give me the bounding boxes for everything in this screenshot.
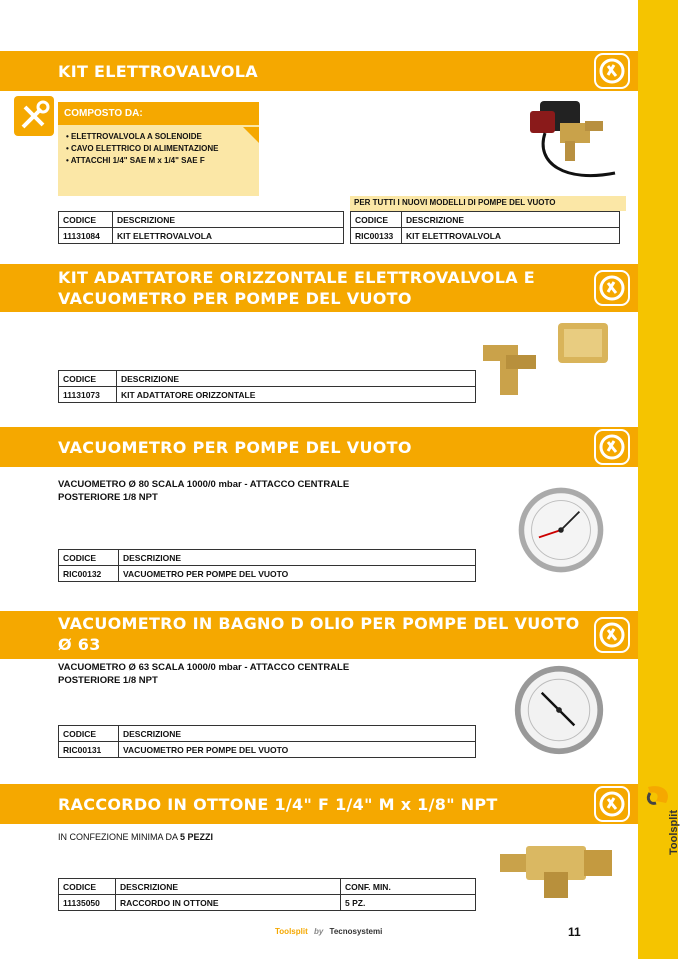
note-bold: 5 PEZZI bbox=[180, 832, 214, 842]
cell-codice: RIC00132 bbox=[59, 566, 119, 582]
solenoid-valve-image bbox=[515, 92, 625, 184]
section-title-1: KIT ELETTROVALVOLA bbox=[58, 62, 258, 81]
cell-descrizione: KIT ELETTROVALVOLA bbox=[113, 228, 344, 244]
cell-codice: 11131073 bbox=[59, 387, 117, 403]
section-band-2 bbox=[0, 264, 638, 312]
header-descrizione: DESCRIZIONE bbox=[402, 212, 620, 228]
header-codice: CODICE bbox=[59, 726, 119, 742]
section-band-4 bbox=[0, 611, 638, 659]
section-title-4-line1: VACUOMETRO IN BAGNO D OLIO PER POMPE DEL VUOTO bbox=[58, 614, 580, 633]
note-prefix: IN CONFEZIONE MINIMA DA bbox=[58, 832, 181, 842]
description-line-1: VACUOMETRO Ø 63 SCALA 1000/0 mbar - ATTACCO CENTRALE bbox=[58, 662, 350, 673]
table-vacuometro-63 bbox=[58, 725, 476, 758]
section-title-5: RACCORDO IN OTTONE 1/4" F 1/4" M x 1/8" NPT bbox=[58, 795, 498, 814]
tools-icon bbox=[14, 96, 54, 136]
cell-descrizione: RACCORDO IN OTTONE bbox=[116, 895, 341, 911]
composto-corner bbox=[243, 127, 259, 143]
cell-descrizione: VACUOMETRO PER POMPE DEL VUOTO bbox=[119, 742, 476, 758]
description-vacuometro-63 bbox=[58, 661, 349, 687]
cell-codice: RIC00131 bbox=[59, 742, 119, 758]
vacuum-gauge-63-image bbox=[511, 662, 607, 758]
cell-descrizione: KIT ADATTATORE ORIZZONTALE bbox=[117, 387, 476, 403]
table-raccordo bbox=[58, 878, 476, 911]
vacuum-gauge-80-image bbox=[511, 484, 611, 576]
header-descrizione: DESCRIZIONE bbox=[117, 371, 476, 387]
header-codice: CODICE bbox=[59, 550, 119, 566]
composto-item-1: • ELETTROVALVOLA A SOLENOIDE bbox=[66, 132, 202, 141]
composto-box bbox=[58, 102, 259, 196]
description-vacuometro-80 bbox=[58, 478, 349, 504]
section-band-3 bbox=[0, 427, 638, 467]
adapter-fitting-image bbox=[478, 315, 618, 405]
section-title-2-line2: VACUOMETRO PER POMPE DEL VUOTO bbox=[58, 289, 412, 308]
section-band-5 bbox=[0, 784, 638, 824]
footer-brands bbox=[275, 927, 382, 936]
table-kit-elettrovalvola bbox=[58, 211, 344, 244]
table-vacuometro-80 bbox=[58, 549, 476, 582]
composto-item-2: • CAVO ELETTRICO DI ALIMENTAZIONE bbox=[66, 144, 219, 153]
wrench-badge-icon bbox=[594, 786, 630, 822]
section-title-2-line1: KIT ADATTATORE ORIZZONTALE ELETTROVALVOLA E bbox=[58, 268, 535, 287]
wrench-badge-icon bbox=[594, 53, 630, 89]
description-line-2: POSTERIORE 1/8 NPT bbox=[58, 492, 158, 503]
cell-codice: RIC00133 bbox=[351, 228, 402, 244]
description-line-2: POSTERIORE 1/8 NPT bbox=[58, 675, 158, 686]
header-descrizione: DESCRIZIONE bbox=[116, 879, 341, 895]
header-codice: CODICE bbox=[59, 371, 117, 387]
header-codice: CODICE bbox=[351, 212, 402, 228]
section-title-4-line2: Ø 63 bbox=[58, 635, 101, 654]
composto-heading: COMPOSTO DA: bbox=[58, 102, 259, 125]
header-descrizione: DESCRIZIONE bbox=[119, 726, 476, 742]
header-descrizione: DESCRIZIONE bbox=[119, 550, 476, 566]
table-kit-adattatore bbox=[58, 370, 476, 403]
cell-conf-min: 5 PZ. bbox=[341, 895, 476, 911]
wrench-badge-icon bbox=[594, 617, 630, 653]
new-models-banner: PER TUTTI I NUOVI MODELLI DI POMPE DEL VUOTO bbox=[350, 196, 626, 211]
description-line-1: VACUOMETRO Ø 80 SCALA 1000/0 mbar - ATTACCO CENTRALE bbox=[58, 479, 350, 490]
table-kit-elettrovalvola-new bbox=[350, 211, 620, 244]
wrench-badge-icon bbox=[594, 270, 630, 306]
brass-fitting-image bbox=[498, 832, 618, 902]
header-conf-min: CONF. MIN. bbox=[341, 879, 476, 895]
page-number: 11 bbox=[568, 925, 581, 939]
section-band-1 bbox=[0, 51, 638, 91]
footer-by: by bbox=[313, 927, 324, 936]
cell-codice: 11131084 bbox=[59, 228, 113, 244]
cell-descrizione: KIT ELETTROVALVOLA bbox=[402, 228, 620, 244]
footer-brand-toolsplit: Toolsplit bbox=[275, 927, 308, 936]
section-title-3: VACUOMETRO PER POMPE DEL VUOTO bbox=[58, 438, 412, 457]
header-codice: CODICE bbox=[59, 879, 116, 895]
side-brand: Toolsplit bbox=[668, 810, 680, 856]
header-descrizione: DESCRIZIONE bbox=[113, 212, 344, 228]
footer-brand-tecnosystemi: Tecnosystemi bbox=[329, 927, 383, 936]
header-codice: CODICE bbox=[59, 212, 113, 228]
cell-codice: 11135050 bbox=[59, 895, 116, 911]
wrench-badge-icon bbox=[594, 429, 630, 465]
composto-item-3: • ATTACCHI 1/4" SAE M x 1/4" SAE F bbox=[66, 156, 205, 165]
minimum-package-note bbox=[58, 832, 213, 842]
cell-descrizione: VACUOMETRO PER POMPE DEL VUOTO bbox=[119, 566, 476, 582]
